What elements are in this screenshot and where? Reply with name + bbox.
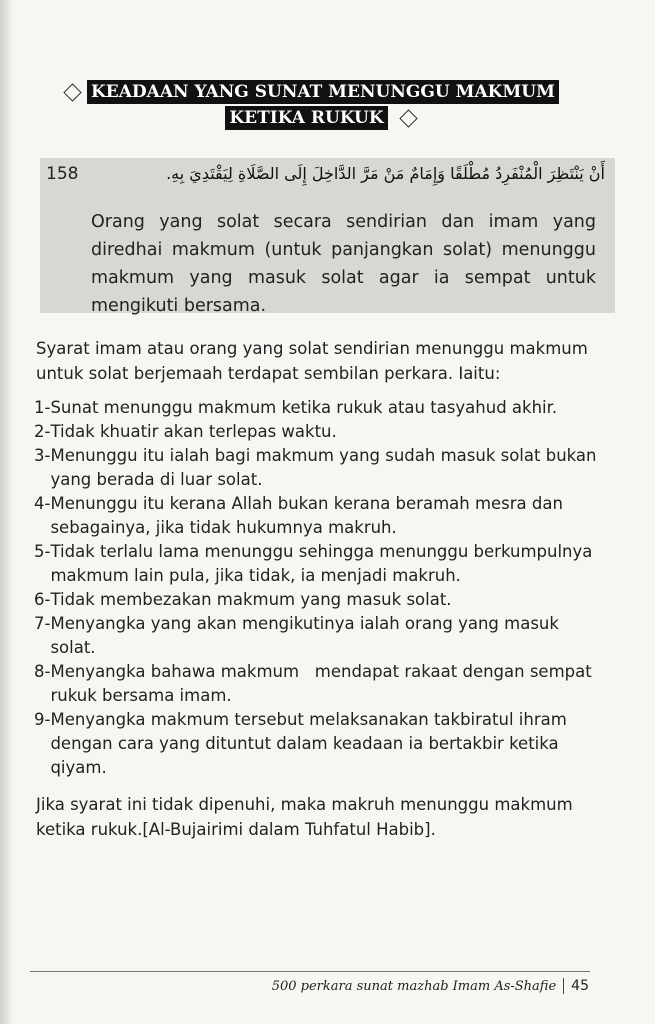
section-title-line-1: KEADAAN YANG SUNAT MENUNGGU MAKMUM: [87, 80, 559, 104]
list-item: 1- Sunat menunggu makmum ketika rukuk atau tasyahud akhir.: [34, 398, 558, 417]
citation: [Al-Bujairimi dalam Tuhfatul Habib].: [142, 820, 436, 839]
footer-divider: [30, 971, 590, 972]
list-item: 4- Menunggu itu kerana Allah bukan kerana beramah mesra dan sebagainya, jika tidak hukumnya makruh.: [34, 494, 563, 537]
closing-paragraph: [36, 792, 596, 842]
list-item: 2- Tidak khuatir akan terlepas waktu.: [34, 422, 337, 441]
book-title: 500 perkara sunat mazhab Imam As-Shafie: [271, 978, 557, 994]
hadith-arabic-text: أَنْ يَنْتَظِرَ الْمُنْفَرِدُ مُطْلَقًا وَإِمَامٌ مَنْ مَرَّ الدَّاخِلَ إِلَى الصَّلَاةِ لِيَقْتَدِيَ بِهِ.: [166, 164, 605, 183]
list-item: 3- Menunggu itu ialah bagi makmum yang sudah masuk solat bukan yang berada di luar solat.: [34, 446, 597, 489]
list-item: 7- Menyangka yang akan mengikutinya ialah orang yang masuk solat.: [34, 614, 559, 657]
hadith-number: 158: [46, 164, 79, 184]
page-footer: [272, 978, 589, 994]
intro-paragraph: Syarat imam atau orang yang solat sendirian menunggu makmum untuk solat berjemaah terdapat sembilan perkara. Iaitu:: [36, 339, 588, 383]
list-item: 9- Menyangka makmum tersebut melaksanakan takbiratul ihram dengan cara yang dituntut dalam keadaan ia bertakbir ketika qiyam.: [34, 710, 567, 777]
list-item: 6- Tidak membezakan makmum yang masuk solat.: [34, 590, 452, 609]
hadith-translation: Orang yang solat secara sendirian dan imam yang diredhai makmum (untuk panjangkan solat) menunggu makmum yang masuk solat agar ia sempat untuk mengikuti bersama.: [91, 212, 596, 316]
section-title-line-2: KETIKA RUKUK: [225, 106, 387, 130]
diamond-bullet-icon: [399, 109, 417, 127]
list-item: 5- Tidak terlalu lama menunggu sehingga menunggu berkumpulnya makmum lain pula, jika tidak, ia menjadi makruh.: [34, 542, 593, 585]
diamond-bullet-icon: [63, 83, 81, 101]
page-number: 45: [571, 978, 589, 994]
hadith-box: [40, 158, 615, 316]
list-item: 8- Menyangka bahawa makmum mendapat rakaat dengan sempat rukuk bersama imam.: [34, 662, 597, 705]
footer-separator: [563, 978, 564, 994]
page-gutter-shadow: [0, 0, 14, 1024]
section-title: [60, 80, 580, 130]
closing-text: Jika syarat ini tidak dipenuhi, maka makruh menunggu makmum ketika rukuk.: [36, 795, 573, 839]
conditions-list: [34, 396, 604, 780]
